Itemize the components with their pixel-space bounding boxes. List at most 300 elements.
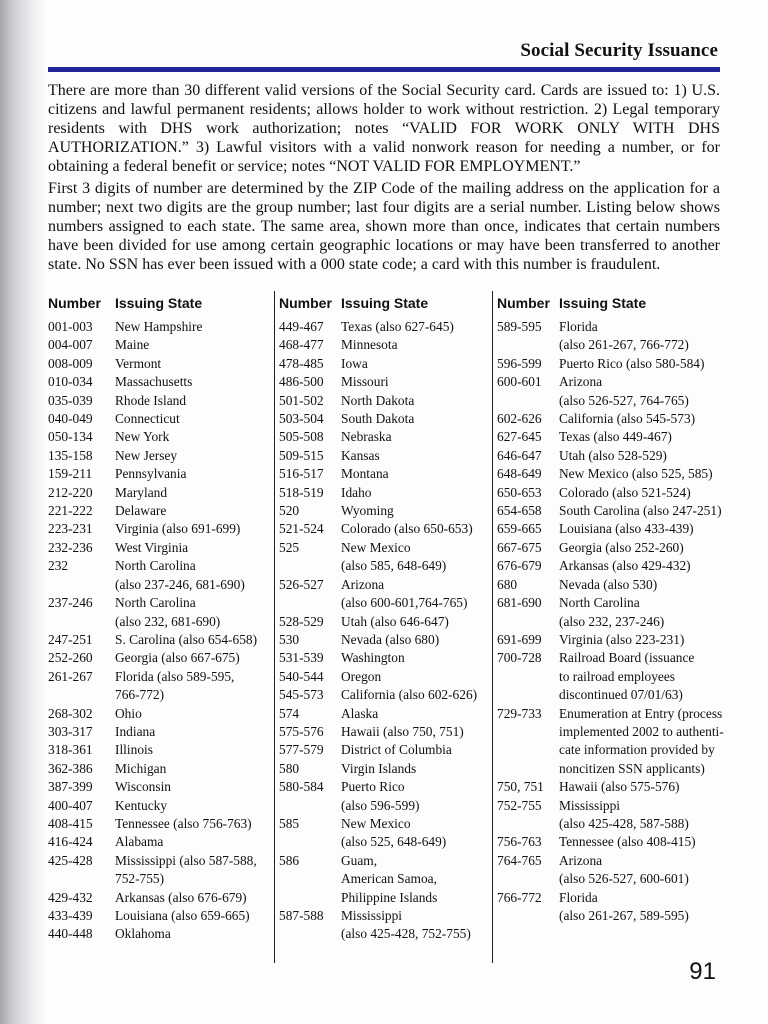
number-header: Number	[497, 295, 550, 311]
intro-paragraph-1: There are more than 30 different valid versions of the Social Security card. Cards are issued to: 1) U.S. citizens and lawful permanent residents; allows holder to work without restriction. 2) Legal temporary residents with DHS work authorization; notes “VALID FOR WORK ONLY WITH DHS AUTHORIZATION.” 3) Lawful visitors with a valid nonwork reason for needing a number, or for obtaining a federal benefit or service; notes “NOT VALID FOR EMPLOYMENT.”	[48, 82, 720, 175]
issuing-state: (also 425-428, 587-588)	[559, 815, 689, 831]
issuing-state: Tennessee (also 408-415)	[559, 834, 696, 850]
issuing-state: Louisiana (also 433-439)	[559, 521, 694, 537]
table-row	[497, 686, 733, 704]
table-row	[279, 373, 495, 391]
issuing-state: American Samoa,	[341, 871, 437, 887]
area-number-range: 416-424	[48, 834, 93, 850]
issuing-state: Virginia (also 223-231)	[559, 631, 685, 647]
area-number-range: 766-772	[497, 889, 542, 905]
table-row	[497, 502, 733, 520]
table-row	[48, 631, 272, 649]
issuing-state: cate information provided by	[559, 742, 715, 758]
table-row	[279, 797, 495, 815]
table-row	[48, 465, 272, 483]
area-number-range: 680	[497, 576, 518, 592]
table-row	[497, 778, 733, 796]
area-number-range	[279, 594, 341, 612]
issuing-state: Louisiana (also 659-665)	[115, 908, 250, 923]
issuing-state: Virginia (also 691-699)	[115, 521, 241, 537]
area-number-range: 212-220	[48, 484, 93, 500]
area-number-range: 545-573	[279, 687, 324, 703]
area-number-range: 425-428	[48, 852, 93, 868]
table-column-1	[48, 291, 272, 963]
area-number-range: 627-645	[497, 429, 542, 445]
table-row	[497, 594, 733, 612]
issuing-state: Texas (also 449-467)	[559, 429, 672, 445]
area-number-range: 520	[279, 503, 300, 519]
issuing-state: S. Carolina (also 654-658)	[115, 631, 258, 647]
issuing-state: Philippine Islands	[341, 889, 438, 905]
issuing-state: Arizona	[559, 374, 603, 390]
table-row	[279, 355, 495, 373]
table-column-2	[274, 291, 495, 963]
area-number-range: 586	[279, 852, 300, 868]
area-number-range: 400-407	[48, 797, 93, 813]
table-row	[48, 778, 272, 796]
table-row	[48, 428, 272, 446]
table-row	[48, 373, 272, 391]
area-number-range: 503-504	[279, 411, 324, 427]
table-row	[48, 907, 272, 925]
table-row	[48, 594, 272, 612]
issuing-state-header: Issuing State	[115, 295, 203, 311]
issuing-state: Arkansas (also 429-432)	[559, 558, 691, 574]
table-row	[48, 705, 272, 723]
area-number-range: 516-517	[279, 466, 324, 482]
table-row	[48, 760, 272, 778]
area-number-range: 587-588	[279, 908, 324, 923]
table-row	[48, 576, 272, 594]
area-number-range: 518-519	[279, 484, 324, 500]
area-number-range: 700-728	[497, 650, 542, 666]
issuing-state: Wyoming	[341, 503, 394, 519]
issuing-state: discontinued 07/01/63)	[559, 687, 683, 703]
area-number-range: 008-009	[48, 355, 93, 371]
table-row	[497, 465, 733, 483]
area-number-range	[497, 741, 559, 759]
table-row	[48, 336, 272, 354]
table-row	[279, 723, 495, 741]
page-number: 91	[689, 958, 716, 985]
issuing-state: (also 525, 648-649)	[341, 834, 447, 850]
issuing-state: Arkansas (also 676-679)	[115, 889, 247, 905]
area-number-range: 676-679	[497, 558, 542, 574]
area-number-range	[48, 576, 115, 594]
table-row	[48, 410, 272, 428]
table-row	[279, 576, 495, 594]
issuing-state: Guam,	[341, 852, 378, 868]
issuing-state: North Carolina	[115, 558, 196, 574]
area-number-range: 531-539	[279, 650, 324, 666]
issuing-state: North Carolina	[559, 595, 640, 611]
area-number-range: 764-765	[497, 852, 542, 868]
issuing-state: Nebraska	[341, 429, 392, 445]
table-row	[48, 355, 272, 373]
table-row	[497, 907, 733, 925]
issuing-state-header: Issuing State	[559, 295, 647, 311]
issuing-state: 766-772)	[115, 687, 165, 703]
area-number-range: 135-158	[48, 447, 93, 463]
table-row	[48, 852, 272, 870]
issuing-state: Enumeration at Entry (process	[559, 705, 723, 721]
table-row	[279, 465, 495, 483]
area-number-range: 648-649	[497, 466, 542, 482]
area-number-range	[279, 870, 341, 888]
table-row	[279, 392, 495, 410]
area-number-range	[497, 392, 559, 410]
issuing-state: District of Columbia	[341, 742, 452, 758]
issuing-state: Vermont	[115, 355, 162, 371]
table-row	[279, 557, 495, 575]
area-number-range: 501-502	[279, 392, 324, 408]
area-number-range	[279, 557, 341, 575]
table-row	[279, 484, 495, 502]
table-row	[497, 852, 733, 870]
column-header	[497, 291, 733, 318]
issuing-state: Oklahoma	[115, 926, 171, 942]
issuing-state: Puerto Rico (also 580-584)	[559, 355, 705, 371]
table-row	[279, 631, 495, 649]
table-row	[497, 428, 733, 446]
table-row	[279, 520, 495, 538]
issuing-state: Connecticut	[115, 411, 180, 427]
area-number-range: 585	[279, 815, 300, 831]
table-row	[48, 539, 272, 557]
column-rows	[279, 318, 495, 944]
issuing-state: Florida	[559, 889, 598, 905]
issuing-state: (also 526-527, 764-765)	[559, 392, 689, 408]
area-number-range: 750, 751	[497, 779, 544, 795]
area-number-range	[497, 907, 559, 925]
issuing-state: Montana	[341, 466, 389, 482]
area-number-range: 387-399	[48, 779, 93, 795]
area-number-range: 433-439	[48, 908, 93, 923]
issuing-state: Utah (also 528-529)	[559, 447, 667, 463]
table-row	[497, 355, 733, 373]
area-number-range: 575-576	[279, 723, 324, 739]
table-row	[48, 649, 272, 667]
issuing-state: (also 600-601,764-765)	[341, 595, 468, 611]
issuing-state: (also 596-599)	[341, 797, 420, 813]
area-number-range: 530	[279, 631, 300, 647]
table-row	[497, 649, 733, 667]
issuing-state: Ohio	[115, 705, 142, 721]
area-number-range: 589-595	[497, 319, 542, 334]
table-row	[497, 410, 733, 428]
table-row	[279, 870, 495, 888]
issuing-state: implemented 2002 to authenti-	[559, 723, 724, 739]
issuing-state: Kansas	[341, 447, 380, 463]
issuing-state: California (also 545-573)	[559, 411, 696, 427]
area-number-range: 691-699	[497, 631, 542, 647]
area-number-range	[48, 613, 115, 631]
table-row	[497, 447, 733, 465]
issuing-state: Rhode Island	[115, 392, 187, 408]
table-row	[279, 686, 495, 704]
area-number-range: 646-647	[497, 447, 542, 463]
table-row	[279, 925, 495, 943]
issuing-state: (also 526-527, 600-601)	[559, 871, 689, 887]
table-row	[279, 447, 495, 465]
table-row	[279, 410, 495, 428]
issuing-state: Illinois	[115, 742, 153, 758]
issuing-state: (also 232, 237-246)	[559, 613, 665, 629]
table-row	[279, 907, 495, 925]
area-number-range: 303-317	[48, 723, 93, 739]
issuing-state: Wisconsin	[115, 779, 171, 795]
area-number-range: 654-658	[497, 503, 542, 519]
issuing-state: Texas (also 627-645)	[341, 319, 454, 334]
table-row	[279, 741, 495, 759]
area-number-range	[497, 686, 559, 704]
issuing-state: Nevada (also 530)	[559, 576, 658, 592]
issuing-state: South Carolina (also 247-251)	[559, 503, 722, 519]
issuing-state: Hawaii (also 750, 751)	[341, 723, 464, 739]
issuing-state: New Mexico	[341, 815, 411, 831]
table-row	[48, 833, 272, 851]
area-number-range: 004-007	[48, 337, 93, 353]
area-number-range: 221-222	[48, 503, 93, 519]
issuing-state: Maine	[115, 337, 150, 353]
issuing-state: Michigan	[115, 760, 167, 776]
table-row	[279, 815, 495, 833]
area-number-range: 252-260	[48, 650, 93, 666]
issuing-state: Arizona	[559, 852, 603, 868]
issuing-state: Delaware	[115, 503, 167, 519]
table-row	[497, 870, 733, 888]
table-row	[497, 797, 733, 815]
issuing-state: Massachusetts	[115, 374, 193, 390]
issuing-state: Colorado (also 650-653)	[341, 521, 473, 537]
issuing-state: Missouri	[341, 374, 389, 390]
column-header	[279, 291, 495, 318]
issuing-state: Georgia (also 667-675)	[115, 650, 240, 666]
area-number-range	[497, 336, 559, 354]
table-row	[48, 557, 272, 575]
table-row	[497, 373, 733, 391]
issuing-state: Idaho	[341, 484, 372, 500]
table-row	[279, 852, 495, 870]
table-row	[48, 447, 272, 465]
issuing-state: Mississippi (also 587-588,	[115, 852, 257, 868]
table-row	[279, 613, 495, 631]
issuing-state: Maryland	[115, 484, 168, 500]
number-header: Number	[48, 295, 101, 311]
area-number-range	[497, 723, 559, 741]
table-row	[497, 539, 733, 557]
issuing-state: (also 237-246, 681-690)	[115, 576, 245, 592]
area-number-range: 010-034	[48, 374, 93, 390]
issuing-state: Georgia (also 252-260)	[559, 539, 684, 555]
table-row	[279, 705, 495, 723]
table-column-3	[492, 291, 733, 963]
area-number-range	[279, 797, 341, 815]
area-number-range: 223-231	[48, 521, 93, 537]
issuing-state: (also 585, 648-649)	[341, 558, 447, 574]
intro-paragraph-2: First 3 digits of number are determined by the ZIP Code of the mailing address on the application for a number; next two digits are the group number; last four digits are a serial number. Listing below shows numbers assigned to each state. The same area, shown more than once, indicates that certain numbers have been divided for use among certain geographic locations or may have been transferred to another state. No SSN has ever been issued with a 000 state code; a card with this number is fraudulent.	[48, 180, 720, 273]
issuing-state: North Carolina	[115, 595, 196, 611]
table-row	[279, 539, 495, 557]
issuing-state: (also 232, 681-690)	[115, 613, 221, 629]
table-row	[279, 649, 495, 667]
area-number-range: 596-599	[497, 355, 542, 371]
area-number-range	[497, 870, 559, 888]
area-number-range: 577-579	[279, 742, 324, 758]
area-number-range: 667-675	[497, 539, 542, 555]
area-number-range: 050-134	[48, 429, 93, 445]
area-number-range	[279, 889, 341, 907]
area-number-range: 681-690	[497, 595, 542, 611]
table-row	[497, 889, 733, 907]
table-row	[48, 502, 272, 520]
issuing-state: Oregon	[341, 668, 382, 684]
area-number-range	[497, 815, 559, 833]
column-header	[48, 291, 272, 318]
issuing-state: (also 425-428, 752-755)	[341, 926, 471, 942]
area-number-range: 237-246	[48, 595, 93, 611]
area-number-range: 035-039	[48, 392, 93, 408]
area-number-range: 650-653	[497, 484, 542, 500]
issuing-state: Tennessee (also 756-763)	[115, 815, 252, 831]
area-number-range: 574	[279, 705, 300, 721]
number-header: Number	[279, 295, 332, 311]
table-row	[48, 686, 272, 704]
issuing-state: New Jersey	[115, 447, 178, 463]
issuing-state: Minnesota	[341, 337, 398, 353]
area-number-range: 756-763	[497, 834, 542, 850]
table-row	[497, 520, 733, 538]
table-row	[497, 484, 733, 502]
issuing-state: West Virginia	[115, 539, 189, 555]
ssn-area-table	[48, 291, 728, 963]
table-row	[279, 594, 495, 612]
area-number-range: 659-665	[497, 521, 542, 537]
table-row	[279, 833, 495, 851]
issuing-state: Alabama	[115, 834, 164, 850]
page-title: Social Security Issuance	[520, 40, 718, 61]
area-number-range: 001-003	[48, 319, 93, 334]
area-number-range: 528-529	[279, 613, 324, 629]
page-binding-shadow	[0, 0, 46, 1024]
area-number-range: 232-236	[48, 539, 93, 555]
area-number-range: 509-515	[279, 447, 324, 463]
area-number-range: 468-477	[279, 337, 324, 353]
issuing-state: Nevada (also 680)	[341, 631, 440, 647]
area-number-range	[279, 833, 341, 851]
table-row	[497, 613, 733, 631]
area-number-range: 268-302	[48, 705, 93, 721]
table-row	[497, 668, 733, 686]
issuing-state: Alaska	[341, 705, 379, 721]
area-number-range: 261-267	[48, 668, 93, 684]
area-number-range: 525	[279, 539, 300, 555]
issuing-state: New Mexico (also 525, 585)	[559, 466, 713, 482]
issuing-state: California (also 602-626)	[341, 687, 478, 703]
area-number-range	[48, 686, 115, 704]
issuing-state: Mississippi	[341, 908, 403, 923]
issuing-state: Railroad Board (issuance	[559, 650, 695, 666]
area-number-range: 752-755	[497, 797, 542, 813]
issuing-state: New Hampshire	[115, 319, 203, 334]
table-row	[279, 502, 495, 520]
area-number-range: 232	[48, 558, 69, 574]
table-row	[497, 336, 733, 354]
area-number-range	[497, 668, 559, 686]
table-row	[48, 723, 272, 741]
area-number-range: 440-448	[48, 926, 93, 942]
area-number-range	[497, 760, 559, 778]
table-row	[48, 613, 272, 631]
issuing-state: Washington	[341, 650, 405, 666]
table-row	[497, 318, 733, 336]
issuing-state: Arizona	[341, 576, 385, 592]
issuing-state: Mississippi	[559, 797, 621, 813]
issuing-state: Utah (also 646-647)	[341, 613, 449, 629]
table-row	[497, 833, 733, 851]
area-number-range: 362-386	[48, 760, 93, 776]
table-row	[48, 925, 272, 943]
table-row	[279, 760, 495, 778]
table-row	[279, 336, 495, 354]
issuing-state: (also 261-267, 589-595)	[559, 908, 689, 923]
issuing-state: (also 261-267, 766-772)	[559, 337, 689, 353]
table-row	[497, 723, 733, 741]
column-rows	[48, 318, 272, 944]
table-row	[48, 741, 272, 759]
table-row	[279, 778, 495, 796]
area-number-range: 478-485	[279, 355, 324, 371]
issuing-state: Florida	[559, 319, 598, 334]
issuing-state: New York	[115, 429, 170, 445]
table-row	[497, 631, 733, 649]
area-number-range: 505-508	[279, 429, 324, 445]
table-row	[48, 797, 272, 815]
area-number-range	[279, 925, 341, 943]
table-row	[48, 815, 272, 833]
issuing-state: noncitizen SSN applicants)	[559, 760, 705, 776]
table-row	[279, 668, 495, 686]
issuing-state: Iowa	[341, 355, 368, 371]
column-rows	[497, 318, 733, 925]
table-row	[48, 484, 272, 502]
table-row	[497, 392, 733, 410]
table-row	[497, 576, 733, 594]
table-row	[48, 392, 272, 410]
table-row	[279, 318, 495, 336]
issuing-state: South Dakota	[341, 411, 415, 427]
area-number-range: 580-584	[279, 779, 324, 795]
area-number-range: 449-467	[279, 319, 324, 334]
issuing-state: Hawaii (also 575-576)	[559, 779, 680, 795]
issuing-state: New Mexico	[341, 539, 411, 555]
issuing-state: Kentucky	[115, 797, 168, 813]
issuing-state: 752-755)	[115, 871, 165, 887]
area-number-range: 521-524	[279, 521, 324, 537]
area-number-range: 408-415	[48, 815, 93, 831]
area-number-range: 247-251	[48, 631, 93, 647]
area-number-range: 602-626	[497, 411, 542, 427]
table-row	[48, 318, 272, 336]
table-row	[279, 889, 495, 907]
table-row	[497, 741, 733, 759]
area-number-range: 486-500	[279, 374, 324, 390]
area-number-range	[48, 870, 115, 888]
table-row	[497, 815, 733, 833]
table-row	[497, 760, 733, 778]
area-number-range: 580	[279, 760, 300, 776]
issuing-state: Virgin Islands	[341, 760, 417, 776]
